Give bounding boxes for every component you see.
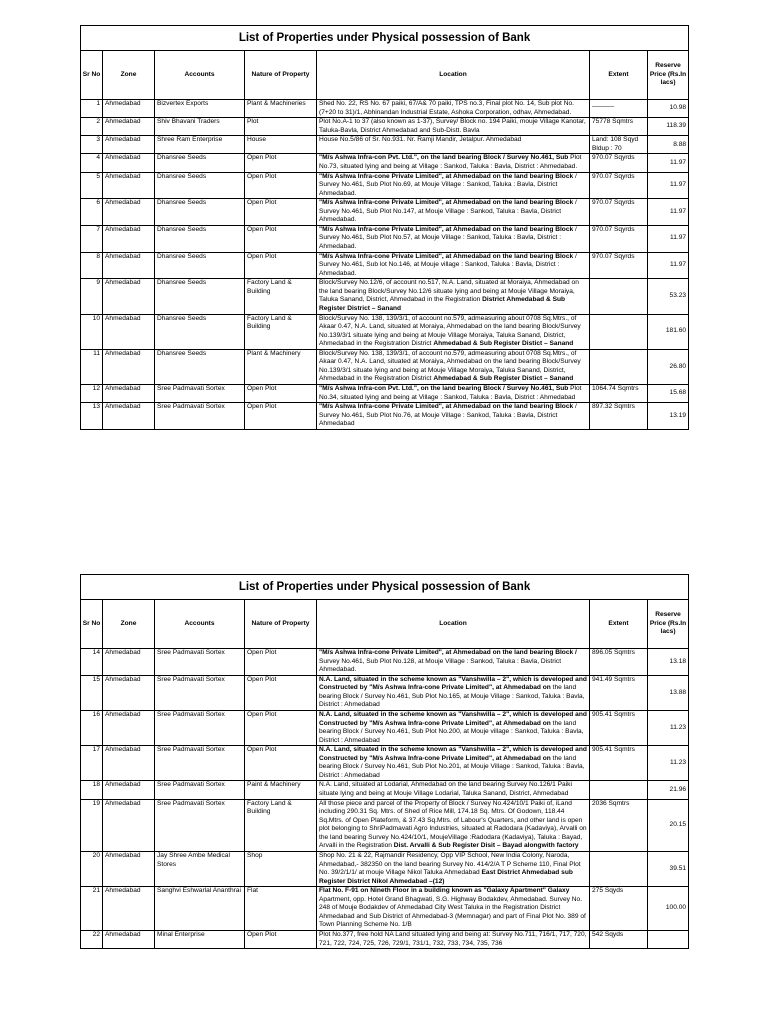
cell-zone: Ahmedabad	[103, 349, 155, 384]
cell-reserve-price: 39.51	[648, 851, 689, 886]
cell-sr: 19	[81, 799, 103, 851]
location-text: / Survey No.461, Sub Plot No.76, at Mouje Village : Sankod, Taluka : Bavla, District Ahmedabad	[319, 403, 577, 428]
cell-zone: Ahmedabad	[103, 172, 155, 199]
table-row	[81, 851, 689, 886]
cell-zone: Ahmedabad	[103, 851, 155, 886]
cell-extent: ______	[590, 100, 648, 118]
cell-extent: Land: 108 Sqyd Bldup : 70	[590, 136, 648, 154]
cell-reserve-price: 118.39	[648, 118, 689, 136]
cell-nature: Open Plot	[245, 675, 317, 710]
location-text: Shop No. 21 & 22, Rajmandir Residency, Opp VIP School, New India Colony, Naroda, Ahmedabad,- 382350 on the land bearing Survey No. 414/2/A T P Scheme 110, Final Plot No. 39/2/1/1/ at mouje Village Nikol Taluka Ahmedabad	[319, 851, 581, 877]
cell-account: Minal Enterprise	[155, 931, 245, 949]
cell-nature: House	[245, 136, 317, 154]
cell-extent: 970.07 Sqyrds	[590, 252, 648, 279]
cell-reserve-price: 11.97	[648, 199, 689, 226]
table-row	[81, 100, 689, 118]
table-row	[81, 403, 689, 430]
cell-nature: Open Plot	[245, 649, 317, 676]
cell-sr: 20	[81, 851, 103, 886]
col-header-accounts: Accounts	[155, 51, 245, 100]
cell-location	[317, 154, 590, 172]
cell-zone: Ahmedabad	[103, 887, 155, 931]
cell-sr: 13	[81, 403, 103, 430]
table-body	[81, 100, 689, 430]
cell-location	[317, 100, 590, 118]
cell-sr: 21	[81, 887, 103, 931]
table-body	[81, 649, 689, 949]
cell-location	[317, 649, 590, 676]
cell-nature: Flat	[245, 887, 317, 931]
cell-reserve-price: 181.60	[648, 314, 689, 349]
cell-location	[317, 799, 590, 851]
location-text: House No.5/86 of Sr. No.931. Nr. Ramji Mandir, Jetalpur. Ahmedabad	[319, 136, 522, 144]
cell-nature: Open Plot	[245, 154, 317, 172]
location-bold-text: "M/s Ashwa Infra-cone Private Limited", at Ahmedabad on the land bearing Block	[319, 403, 574, 411]
location-bold-text: N.A. Land, situated in the scheme known as "Vanshwilla – 2", which is developed and Constructed by "M/s Ashwa Infra-cone Private Limited", at Ahmedabad on	[319, 746, 587, 762]
cell-account: Dhansree Seeds	[155, 172, 245, 199]
table-row	[81, 136, 689, 154]
location-text: Apartment, opp. Hotel Grand Bhagwati, S.G. Highway Bodakdev, Ahmedabad. Survey No. 248 of Mouje Bodakdev of Ahmedabad City West Taluka in the Registration District Ahmedabad and Sub District of Ahmedabad-3 (Memnagar) and part of Final Plot No. 389 of Town Planning Scheme No. 1/B	[319, 895, 586, 929]
table-row	[81, 649, 689, 676]
location-bold-text: "M/s Ashwa Infra-cone Private Limited", at Ahmedabad on the land bearing Block	[319, 225, 574, 233]
cell-account: Sree Padmavati Sortex	[155, 675, 245, 710]
properties-table	[80, 25, 689, 430]
cell-extent: 905.41 Sqmtrs	[590, 710, 648, 745]
cell-reserve-price: 13.19	[648, 403, 689, 430]
location-text: Block/Survey No.12/6, of account no.517, N.A. Land, situated at Moraiya, Ahmedabad on the land bearing Block/Survey No.12/6 situate lying and being at Mouje Village Moraiya, Taluka Sanand, District, Ahmedabad in the Registration	[319, 279, 579, 304]
cell-location	[317, 851, 590, 886]
table-row	[81, 746, 689, 781]
table-title: List of Properties under Physical possession of Bank	[81, 26, 689, 51]
cell-reserve-price: 11.23	[648, 710, 689, 745]
cell-extent	[590, 349, 648, 384]
table-row	[81, 225, 689, 252]
property-sheet-2	[80, 574, 688, 949]
cell-zone: Ahmedabad	[103, 199, 155, 226]
location-text: Block/Survey No. 138, 139/3/1, of account no.579, admeasuring about 0708 Sq.Mtrs., of Akaar 0.47, N.A. Land, situated at Moraiya, Ahmedabad on the land bearing Block/Survey No.139/3/1 situate lying and being at Mouje Village Moraiya, Taluka Sanand, District, Ahmedabad in the Registration District	[319, 314, 581, 348]
cell-account: Dhansree Seeds	[155, 199, 245, 226]
cell-nature: Factory Land & Building	[245, 314, 317, 349]
col-header-reserve-price: Reserve Price (Rs.In lacs)	[648, 600, 689, 649]
cell-nature: Open Plot	[245, 385, 317, 403]
cell-nature: Open Plot	[245, 746, 317, 781]
cell-nature: Open Plot	[245, 225, 317, 252]
cell-account: Sanghvi Eshwarlal Ananthrai	[155, 887, 245, 931]
table-row	[81, 931, 689, 949]
header-row	[81, 51, 689, 100]
cell-reserve-price: 26.80	[648, 349, 689, 384]
cell-account: Dhansree Seeds	[155, 252, 245, 279]
cell-location	[317, 931, 590, 949]
cell-nature: Plant & Machinery	[245, 349, 317, 384]
cell-nature: Open Plot	[245, 710, 317, 745]
cell-sr: 22	[81, 931, 103, 949]
cell-account: Dhansree Seeds	[155, 154, 245, 172]
location-text: / Survey No.461, Sub lot No.146, at Mouje village : Sankod, Taluka : Bavla, District : Ahmedabad.	[319, 252, 577, 277]
col-header-extent: Extent	[590, 51, 648, 100]
cell-nature: Open Plot	[245, 199, 317, 226]
cell-extent: 75778 Sqmtrs	[590, 118, 648, 136]
location-text: Plot No.A-1 to 37 (also known as 1-37), Survey/ Block no. 194 Paiki, mouje Village Kanotar, Taluka-Bavla, District Ahmedabad and Sub-Distt. Bavla	[319, 118, 586, 134]
cell-extent: 897.32 Sqmtrs	[590, 403, 648, 430]
location-registration-text: Ahmedabad & Sub Register Distict – Sanand	[433, 375, 574, 383]
location-registration-text: East District Ahmedabad sub Register District Nikol Ahmedabad –(12)	[319, 869, 573, 885]
col-header-zone: Zone	[103, 51, 155, 100]
cell-nature: Open Plot	[245, 252, 317, 279]
cell-sr: 11	[81, 349, 103, 384]
cell-location	[317, 675, 590, 710]
cell-account: Dhansree Seeds	[155, 225, 245, 252]
cell-reserve-price: 100.00	[648, 887, 689, 931]
cell-zone: Ahmedabad	[103, 781, 155, 799]
cell-sr: 7	[81, 225, 103, 252]
table-row	[81, 314, 689, 349]
cell-reserve-price: 13.18	[648, 649, 689, 676]
cell-account: Sree Padmavati Sortex	[155, 385, 245, 403]
cell-location	[317, 746, 590, 781]
cell-location	[317, 199, 590, 226]
cell-zone: Ahmedabad	[103, 385, 155, 403]
location-text: the land bearing Block / Survey No.461, Sub Plot No.165, at Mouje Village : Sankod, Taluka : Bavla, District : Ahmedabad	[319, 684, 585, 709]
cell-nature: Open Plot	[245, 172, 317, 199]
table-row	[81, 252, 689, 279]
cell-zone: Ahmedabad	[103, 649, 155, 676]
cell-zone: Ahmedabad	[103, 746, 155, 781]
cell-sr: 6	[81, 199, 103, 226]
location-bold-text: "M/s Ashwa Infra-cone Private Limited", at Ahmedabad on the land bearing Block	[319, 172, 574, 180]
cell-zone: Ahmedabad	[103, 225, 155, 252]
cell-zone: Ahmedabad	[103, 279, 155, 314]
table-row	[81, 799, 689, 851]
cell-location	[317, 279, 590, 314]
cell-location	[317, 172, 590, 199]
cell-sr: 12	[81, 385, 103, 403]
cell-account: Sree Padmavati Sortex	[155, 781, 245, 799]
cell-reserve-price: 11.97	[648, 172, 689, 199]
cell-account: Jay Shree Ambe Medical Stores	[155, 851, 245, 886]
cell-location	[317, 314, 590, 349]
cell-location	[317, 385, 590, 403]
cell-zone: Ahmedabad	[103, 136, 155, 154]
col-header-sr: Sr No	[81, 51, 103, 100]
location-text: / Survey No.461, Sub Plot No.147, at Mouje Village : Sankod, Taluka : Bavla, District Ahmedabad.	[319, 199, 577, 224]
cell-account: Bizvertex Exports	[155, 100, 245, 118]
location-text: Shed No. 22, RS No. 67 paiki, 67/A& 70 paiki, TPS no.3, Final plot No. 14, Sub plot No.(7+20 to 31)/1, Abhinandan Industrial Estate, Ashoka Corporation, odhav, Ahmedabad.	[319, 100, 574, 116]
cell-zone: Ahmedabad	[103, 710, 155, 745]
cell-account: Shree Ram Enterprise	[155, 136, 245, 154]
cell-zone: Ahmedabad	[103, 314, 155, 349]
cell-reserve-price: 11.97	[648, 225, 689, 252]
cell-extent: 905.41 Sqmtrs	[590, 746, 648, 781]
cell-account: Dhansree Seeds	[155, 349, 245, 384]
location-text: the land bearing Block / Survey No.461, Sub Plot No.201, at Mouje Village : Sankod, Taluka : Bavla, District : Ahmedabad	[319, 754, 585, 779]
table-row	[81, 781, 689, 799]
location-text: Survey No.461, Sub Plot No.128, at Mouje Village : Sankod, Taluka : Bavla, District Ahmedabad.	[319, 657, 562, 674]
location-registration-text: Ahmedabad & Sub Register Distict – Sanand	[433, 340, 574, 348]
location-bold-text: Flat No. F-91 on Nineth Floor in a building known as "Galaxy Apartment" Galaxy	[319, 887, 570, 895]
col-header-location: Location	[317, 600, 590, 649]
cell-location	[317, 118, 590, 136]
cell-account: Sree Padmavati Sortex	[155, 799, 245, 851]
location-text: / Survey No.461, Sub Plot No.69, at Mouje Village : Sankod, Taluka : Bavla, District Ahmedabad.	[319, 172, 577, 197]
cell-extent	[590, 851, 648, 886]
cell-zone: Ahmedabad	[103, 931, 155, 949]
cell-sr: 15	[81, 675, 103, 710]
cell-extent: 970.07 Sqyrds	[590, 225, 648, 252]
cell-nature: Shop	[245, 851, 317, 886]
table-row	[81, 154, 689, 172]
header-row	[81, 600, 689, 649]
cell-sr: 8	[81, 252, 103, 279]
cell-account: Dhansree Seeds	[155, 279, 245, 314]
cell-zone: Ahmedabad	[103, 403, 155, 430]
cell-extent: 275 Sqyds	[590, 887, 648, 931]
cell-extent: 941.49 Sqmtrs	[590, 675, 648, 710]
cell-nature: Open Plot	[245, 403, 317, 430]
location-text: Block/Survey No. 138, 139/3/1, of account no.579, admeasuring about 0708 Sq.Mtrs., of Akaar 0.47, N.A. Land, situated at Moraiya, Ahmedabad on the land bearing Block/Survey No.139/3/1 situate lying and being at Mouje Village Moraiya, Taluka Sanand, District, Ahmedabad in the Registration District	[319, 349, 581, 383]
cell-nature: Plot	[245, 118, 317, 136]
cell-zone: Ahmedabad	[103, 252, 155, 279]
cell-zone: Ahmedabad	[103, 154, 155, 172]
cell-location	[317, 136, 590, 154]
cell-nature: Paint & Machinery	[245, 781, 317, 799]
cell-zone: Ahmedabad	[103, 100, 155, 118]
col-header-nature: Nature of Property	[245, 600, 317, 649]
location-text: / Survey No.461, Sub Plot No.57, at Mouje Village : Sankod, Taluka : Bavla, District : Ahmedabad.	[319, 225, 577, 250]
col-header-extent: Extent	[590, 600, 648, 649]
cell-extent: 896.05 Sqmtrs	[590, 649, 648, 676]
table-row	[81, 710, 689, 745]
cell-location	[317, 349, 590, 384]
table-title: List of Properties under Physical possession of Bank	[81, 575, 689, 600]
cell-extent: 1064.74 Sqmtrs	[590, 385, 648, 403]
cell-reserve-price: 11.23	[648, 746, 689, 781]
cell-extent	[590, 781, 648, 799]
cell-reserve-price: 21.96	[648, 781, 689, 799]
cell-nature: Plant & Machineries	[245, 100, 317, 118]
cell-sr: 2	[81, 118, 103, 136]
cell-reserve-price: 10.98	[648, 100, 689, 118]
col-header-accounts: Accounts	[155, 600, 245, 649]
cell-account: Sree Padmavati Sortex	[155, 710, 245, 745]
cell-location	[317, 252, 590, 279]
table-row	[81, 279, 689, 314]
location-text: Plot No.73, situated lying and being at Village : Sankod, Taluka : Bavla, District : Ahmedabad.	[319, 154, 582, 170]
col-header-nature: Nature of Property	[245, 51, 317, 100]
cell-location	[317, 403, 590, 430]
location-registration-text: District Ahmedabad & Sub Register District – Sanand	[319, 296, 566, 312]
location-text: N.A. Land, situated at Lodarial, Ahmedabad on the land bearing Survey No.126/1 Paiki situate lying and being at Mouje Village Lodarial, Taluka Sanand, District, Ahmedabad	[319, 781, 572, 797]
cell-location	[317, 710, 590, 745]
cell-extent: 970.07 Sqyrds	[590, 199, 648, 226]
cell-extent: 2036 Sqmtrs	[590, 799, 648, 851]
cell-account: Sree Padmavati Sortex	[155, 746, 245, 781]
cell-sr: 14	[81, 649, 103, 676]
cell-account: Sree Padmavati Sortex	[155, 649, 245, 676]
table-row	[81, 172, 689, 199]
table-row	[81, 118, 689, 136]
cell-zone: Ahmedabad	[103, 799, 155, 851]
cell-sr: 18	[81, 781, 103, 799]
cell-sr: 16	[81, 710, 103, 745]
cell-account: Dhansree Seeds	[155, 314, 245, 349]
property-sheet-1	[80, 25, 688, 430]
table-row	[81, 385, 689, 403]
cell-reserve-price: 53.23	[648, 279, 689, 314]
location-text: Plot No.377, free hold NA Land situated lying and being at: Survey No.711, 716/1, 717, 720, 721, 722, 724, 725, 726, 729/1, 731/1, 732, 733, 734, 735, 736	[319, 931, 587, 947]
cell-reserve-price: 8.88	[648, 136, 689, 154]
col-header-sr: Sr No	[81, 600, 103, 649]
cell-nature: Open Plot	[245, 931, 317, 949]
col-header-reserve-price: Reserve Price (Rs.In lacs)	[648, 51, 689, 100]
table-row	[81, 199, 689, 226]
cell-nature: Factory Land & Building	[245, 799, 317, 851]
location-bold-text: "M/s Ashwa Infra-cone Private Limited", at Ahmedabad on the land bearing Block	[319, 199, 574, 207]
cell-reserve-price: 15.68	[648, 385, 689, 403]
cell-sr: 17	[81, 746, 103, 781]
cell-location	[317, 225, 590, 252]
location-bold-text: N.A. Land, situated in the scheme known as "Vanshwilla – 2", which is developed and Constructed by "M/s Ashwa Infra-cone Private Limited", at Ahmedabad on	[319, 675, 587, 692]
cell-account: Sree Padmavati Sortex	[155, 403, 245, 430]
table-row	[81, 887, 689, 931]
cell-location	[317, 781, 590, 799]
cell-zone: Ahmedabad	[103, 118, 155, 136]
location-bold-text: "M/s Ashwa Infra-cone Private Limited", at Ahmedabad on the land bearing Block /	[319, 649, 577, 656]
cell-account: Shiv Bhavani Traders	[155, 118, 245, 136]
cell-reserve-price: 13.88	[648, 675, 689, 710]
location-text: Plot No.34, situated lying and being at Village : Sankod, Taluka : Bavla, District : Ahmedabad	[319, 385, 582, 401]
table-row	[81, 675, 689, 710]
cell-zone: Ahmedabad	[103, 675, 155, 710]
cell-sr: 10	[81, 314, 103, 349]
location-bold-text: "M/s Ashwa Infra-cone Private Limited", at Ahmedabad on the land bearing Block	[319, 252, 574, 260]
cell-extent	[590, 279, 648, 314]
cell-sr: 4	[81, 154, 103, 172]
cell-extent: 542 Sqyds	[590, 931, 648, 949]
table-row	[81, 349, 689, 384]
cell-reserve-price: 11.97	[648, 252, 689, 279]
cell-reserve-price	[648, 931, 689, 949]
cell-reserve-price: 11.97	[648, 154, 689, 172]
cell-extent: 970.07 Sqyrds	[590, 154, 648, 172]
cell-reserve-price: 20.15	[648, 799, 689, 851]
location-bold-text: N.A. Land, situated in the scheme known as "Vanshwilla – 2", which is developed and Constructed by "M/s Ashwa Infra-cone Private Limited", at Ahmedabad on	[319, 710, 587, 727]
cell-sr: 3	[81, 136, 103, 154]
location-bold-text: "M/s Ashwa Infra-con Pvt. Ltd.", on the land bearing Block / Survey No.461, Sub	[319, 154, 569, 162]
cell-sr: 9	[81, 279, 103, 314]
col-header-location: Location	[317, 51, 590, 100]
location-text: the land bearing Block / Survey No.461, Sub Plot No.200, at Mouje village : Sankod, Taluka : Bavla, District : Ahmedabad	[319, 719, 584, 744]
location-registration-text: Dist. Arvalli & Sub Register Disit – Bayad alongwith factory	[393, 842, 579, 850]
cell-sr: 5	[81, 172, 103, 199]
location-bold-text: "M/s Ashwa Infra-con Pvt. Ltd.", on the land bearing Block / Survey No.461, Sub	[319, 385, 569, 392]
cell-sr: 1	[81, 100, 103, 118]
cell-nature: Factory Land & Building	[245, 279, 317, 314]
cell-location	[317, 887, 590, 931]
properties-table	[80, 574, 689, 949]
col-header-zone: Zone	[103, 600, 155, 649]
cell-extent	[590, 314, 648, 349]
location-text: All those piece and parcel of the Property of Block / Survey No.424/10/1 Paiki of, iLand including 290.31 Sq. Mtrs. of Shed of Rice Mill, 174.18 Sq. Mtrs. Of Godown, 118.44 Sq.Mtrs. of Open Plateform, & 37.43 Sq.Mtrs. of Labour's Quarters, and other land is open plot belonging to ShriPadmavati Agro Industries, situated at Radodara (Kadaviya), Arvalli on the land bearing Survey No.424/10/1, MoujeVillage :Radodara (Kadaviya), Taluka : Bayad, Arvalli in the Registration	[319, 799, 587, 850]
cell-extent: 970.07 Sqyrds	[590, 172, 648, 199]
